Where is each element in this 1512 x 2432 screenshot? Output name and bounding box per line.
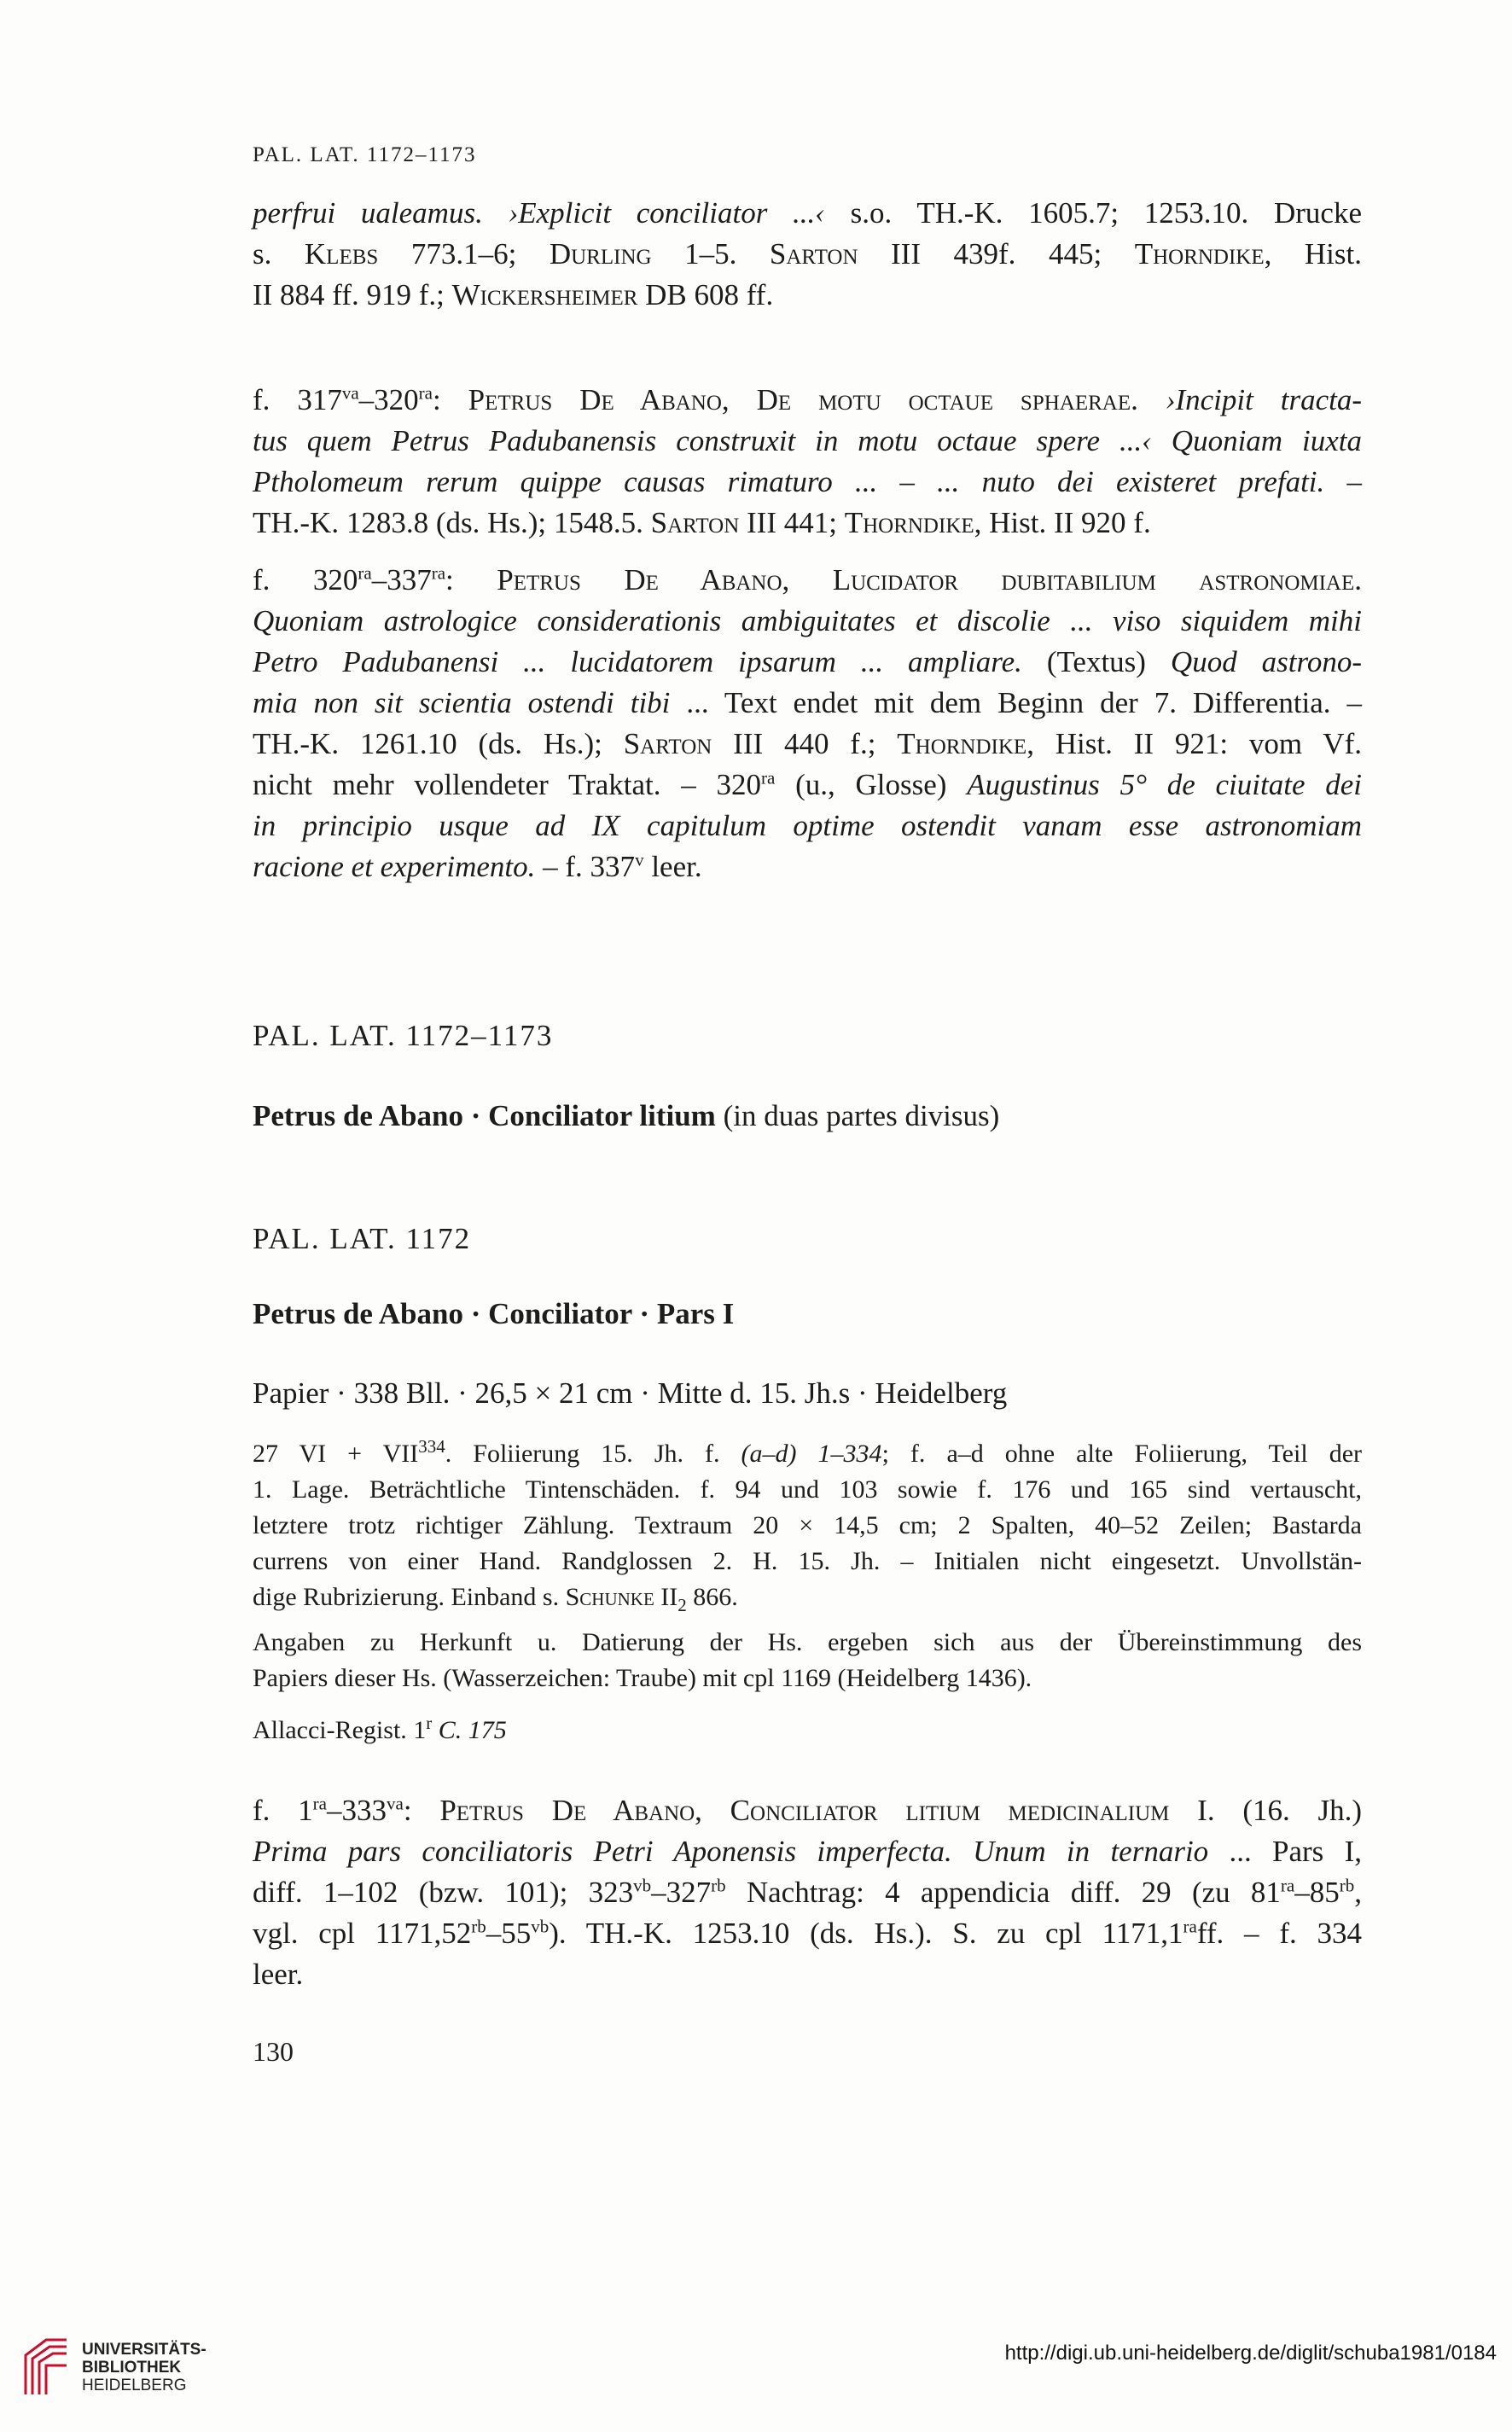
work-title: Petrus De Abano, Lucidator dubitabilium astronomiae.	[497, 563, 1363, 596]
text-line: II 884 ff. 919 f.; Wickersheimer DB 608 ff.	[253, 278, 774, 311]
page-number: 130	[253, 2036, 294, 2067]
text-line: Prima pars conciliatoris Petri Aponensis imperfecta. Unum in ternario ... Pars I,	[253, 1835, 1363, 1868]
entry-de-motu	[253, 380, 1362, 544]
library-logo-icon	[20, 2335, 75, 2400]
text-line: racione et experimento. – f. 337$^v$ leer.	[253, 849, 702, 883]
manuscript-title: Petrus de Abano · Conciliator litium (in duas partes divisus)	[253, 1099, 1000, 1132]
text-line: TH.-K. 1283.8 (ds. Hs.); 1548.5. Sarton III 441; Thorndike, Hist. II 920 f.	[253, 506, 1151, 539]
text-line: 27 VI + $VII^{334}$. Foliierung 15. Jh. f. (a–d) 1–334; f. a–d ohne alte Foliierung, Teil der	[253, 1436, 1362, 1468]
work-title: Petrus De Abano, Conciliator litium medicinalium	[439, 1794, 1170, 1827]
text-line: letztere trotz richtiger Zählung. Textraum 20 × 14,5 cm; 2 Spalten, 40–52 Zeilen; Bastarda	[253, 1511, 1362, 1539]
physical-description: Papier · 338 Bll. · 26,5 × 21 cm · Mitte d. 15. Jh.s · Heidelberg	[253, 1376, 1008, 1410]
text-line: Quoniam astrologice considerationis ambiguitates et discolie ... viso siquidem mihi	[253, 604, 1362, 637]
shelfmark-heading: PAL. LAT. 1172–1173	[253, 1019, 554, 1052]
text-line: dige Rubrizierung. Einband s. Schunke $II_2$ 866.	[253, 1583, 738, 1615]
text-line: TH.-K. 1261.10 (ds. Hs.); Sarton III 440 f.; Thorndike, Hist. II 921: vom Vf.	[253, 727, 1362, 760]
text-line: diff. 1–102 (bzw. 101); $323^{vb}-327^{rb}$ Nachtrag: 4 appendicia diff. 29 (zu $81^{ra}-85^{rb}$,	[253, 1875, 1362, 1909]
text-line: f. $320^{ra}-337^{ra}$: Petrus De Abano, Lucidator dubitabilium astronomiae.	[253, 562, 1363, 596]
provenance-notes	[253, 1625, 1362, 1696]
text-line: s. Klebs 773.1–6; Durling 1–5. Sarton III 439f. 445; Thorndike, Hist.	[253, 237, 1362, 271]
source-url-link[interactable]: http://digi.ub.uni-heidelberg.de/diglit/schuba1981/0184	[1004, 2342, 1497, 2365]
codicology-notes	[253, 1436, 1362, 1615]
manuscript-title: Petrus de Abano · Conciliator · Pars I	[253, 1297, 735, 1330]
entry-continuation	[253, 193, 1362, 316]
footer-bar	[0, 2318, 1512, 2432]
text-line: f. $1^{ra}-333^{va}$: Petrus De Abano, Conciliator litium medicinalium I. (16. Jh.)	[253, 1793, 1363, 1827]
text-line: nicht mehr vollendeter Traktat. – $320^{ra}$ (u., Glosse) Augustinus 5° de ciuitate dei	[253, 767, 1363, 801]
text-line: tus quem Petrus Padubanensis construxit in motu octaue spere ...‹ Quoniam iuxta	[253, 424, 1362, 457]
text-line: Angaben zu Herkunft u. Datierung der Hs. ergeben sich aus der Übereinstimmung des	[253, 1628, 1362, 1656]
text-line: perfrui ualeamus. ›Explicit conciliator ...‹ s.o. TH.-K. 1605.7; 1253.10. Drucke	[253, 196, 1362, 230]
text-line: vgl. cpl $1171,52^{rb}-55^{vb}$). TH.-K. 1253.10 (ds. Hs.). S. zu cpl $1171,1^{ra}ff$. – f. 334	[253, 1916, 1362, 1950]
text-line: leer.	[253, 1958, 304, 1991]
work-title: Petrus De Abano, De motu octaue sphaerae.	[468, 383, 1138, 416]
shelfmark-heading: PAL. LAT. 1172	[253, 1222, 472, 1255]
text-line: mia non sit scientia ostendi tibi ... Text endet mit dem Beginn der 7. Differentia. –	[253, 686, 1362, 719]
text-line: Ptholomeum rerum quippe causas rimaturo ... – ... nuto dei existeret prefati. –	[253, 465, 1362, 498]
text-line: in principio usque ad IX capitulum optime ostendit vanam esse astronomiam	[253, 809, 1362, 842]
library-logo	[20, 2335, 206, 2400]
running-header: PAL. LAT. 1172–1173	[253, 143, 477, 166]
text-line: f. $317^{va}-320^{ra}$: Petrus De Abano, De motu octaue sphaerae. ›Incipit tracta-	[253, 382, 1363, 416]
library-name: UNIVERSITÄTS- BIBLIOTHEK HEIDELBERG	[82, 2340, 206, 2394]
text-line: Papiers dieser Hs. (Wasserzeichen: Traube) mit cpl 1169 (Heidelberg 1436).	[253, 1664, 1032, 1692]
text-line: 1. Lage. Beträchtliche Tintenschäden. f. 94 und 103 sowie f. 176 und 165 sind vertauscht,	[253, 1475, 1362, 1504]
text-line: currens von einer Hand. Randglossen 2. H. 15. Jh. – Initialen nicht eingesetzt. Unvollstän-	[253, 1547, 1362, 1575]
allacci-register: Allacci-Regist. 1$^r$ C. 175	[253, 1713, 507, 1744]
text-line: Petro Padubanensi ... lucidatorem ipsarum ... ampliare. (Textus) Quod astrono-	[253, 645, 1362, 678]
entry-conciliator	[253, 1790, 1362, 1995]
entry-lucidator	[253, 560, 1362, 887]
